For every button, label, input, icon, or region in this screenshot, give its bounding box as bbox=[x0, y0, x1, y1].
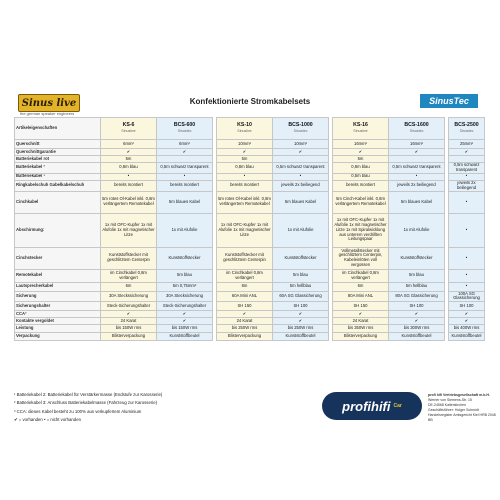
table-cell: SH 150 bbox=[333, 302, 389, 311]
table-cell: • bbox=[389, 173, 445, 180]
table-cell: Kunststoffstecker bbox=[273, 247, 329, 269]
table-cell: Blisterverpackung bbox=[333, 333, 389, 341]
table-cell: 5m bbox=[333, 156, 389, 163]
table-row bbox=[15, 163, 485, 174]
product-brand: Sinuslive bbox=[121, 129, 136, 134]
table-cell: 1x mit OFC-Kupfer 1x mit Alufolie 1x mit magnetischer Litze bbox=[217, 213, 273, 247]
table-cell: 5m hellblau bbox=[389, 282, 445, 291]
table-row bbox=[15, 333, 485, 341]
table-cell: 5m rotes Ol-Kabel inkl. 0,8m verlängertem Remotekabel bbox=[101, 191, 157, 213]
table-cell: 16mm² bbox=[333, 140, 389, 149]
table-cell: 1x mit OFC-Kupfer 1x mit Alufolie 1x mit magnetischer Litze 1x mit Spiralwicklung aus unterem verdrillten Leitungspaar bbox=[333, 213, 389, 247]
table-cell: 1x mit Alufolie bbox=[273, 213, 329, 247]
product-brand: Sinustec bbox=[177, 129, 192, 134]
table-cell: Kunststoffbeutel bbox=[449, 333, 485, 341]
row-label: Sicherungshalter bbox=[15, 302, 101, 311]
table-cell: 0,5m schwarz transparent bbox=[157, 163, 213, 174]
product-name: KS-16 bbox=[353, 122, 368, 129]
table-cell: ✔ bbox=[273, 311, 329, 318]
product-name: BCS-2500 bbox=[454, 122, 479, 129]
table-cell: Kunststoffbeutel bbox=[157, 333, 213, 341]
table-cell: SH 100 bbox=[449, 302, 485, 311]
product-header bbox=[157, 118, 213, 140]
table-cell: Kunststoffbeutel bbox=[389, 333, 445, 341]
footnote: ² Batteriekabel 3: Anschluss Batteriekabelmasse (Fahrzeug zur Karosserie) bbox=[14, 400, 158, 406]
row-label: Batteriekabel ³ bbox=[15, 173, 101, 180]
table-cell: • bbox=[449, 269, 485, 282]
table-row bbox=[15, 318, 485, 325]
table-cell: 1x mit Alufolie bbox=[157, 213, 213, 247]
table-cell: ✔ bbox=[449, 311, 485, 318]
table-cell: bis 250W rms bbox=[273, 325, 329, 333]
table-row bbox=[15, 180, 485, 191]
table-cell: 5m bbox=[217, 156, 273, 163]
table-cell: 5m blau bbox=[157, 269, 213, 282]
product-name: BCS-1600 bbox=[404, 122, 429, 129]
table-cell: 0,5m blau bbox=[333, 173, 389, 180]
product-name: BCS-1000 bbox=[288, 122, 313, 129]
table-cell: 0,8m blau bbox=[333, 163, 389, 174]
table-cell: Steck-Sicherungshalter bbox=[157, 302, 213, 311]
table-cell: bis 150W rms bbox=[101, 325, 157, 333]
table-cell: im Cinchkabel 0,8m verlängert bbox=[101, 269, 157, 282]
row-label: Leistung bbox=[15, 325, 101, 333]
table-cell: bis 300W rms bbox=[389, 325, 445, 333]
table-cell: 24 Karat bbox=[217, 318, 273, 325]
table-cell: 5m Cinch-Kabel inkl. 0,8m verlängertem Remotekabel bbox=[333, 191, 389, 213]
row-label: Batteriekabel ² bbox=[15, 163, 101, 174]
table-cell: • bbox=[157, 173, 213, 180]
table-cell: 6m bbox=[333, 282, 389, 291]
table-cell: ✔ bbox=[333, 149, 389, 156]
table-cell: ✔ bbox=[389, 318, 445, 325]
row-label: Cinchkabel bbox=[15, 191, 101, 213]
profihifi-logo-text: profihifi bbox=[342, 398, 391, 414]
table-cell: ✔ bbox=[157, 318, 213, 325]
table-cell: ✔ bbox=[217, 311, 273, 318]
table-cell: ✔ bbox=[389, 149, 445, 156]
product-name: KS-10 bbox=[237, 122, 252, 129]
table-cell: 5m blau bbox=[389, 269, 445, 282]
table-cell: SH 150 bbox=[217, 302, 273, 311]
table-cell: bis 250W rms bbox=[217, 325, 273, 333]
company-line: Werner von Siemens-Str. 15 bbox=[428, 398, 472, 402]
table-cell: 5m rotes Ol-Kabel inkl. 0,8m verlängertem Remotekabel bbox=[217, 191, 273, 213]
table-cell: 5m blaues Kabel bbox=[273, 191, 329, 213]
table-cell: ✔ bbox=[157, 311, 213, 318]
table-cell: bereits montiert bbox=[101, 180, 157, 191]
row-label: Sicherung bbox=[15, 291, 101, 302]
table-cell: 5m blaues Kabel bbox=[157, 191, 213, 213]
table-cell: ✔ bbox=[101, 311, 157, 318]
product-header bbox=[389, 118, 445, 140]
row-label: Querschnittgarantie bbox=[15, 149, 101, 156]
table-cell: 24 Karat bbox=[333, 318, 389, 325]
table-cell: ✔ bbox=[101, 149, 157, 156]
profihifi-logo bbox=[322, 392, 422, 420]
footnote: ¹ Batteriekabel 2: Batteriekabel für Verstärkermasse (Endstufe zur Karosserie) bbox=[14, 392, 163, 397]
table-cell: Kunststoffstecker bbox=[389, 247, 445, 269]
table-cell: bis 150W rms bbox=[157, 325, 213, 333]
table-cell: 10mm² bbox=[273, 140, 329, 149]
product-brand: Sinustec bbox=[409, 129, 424, 134]
company-line: Handelsregister Amtsgericht Kiel HRB 2048 BB bbox=[428, 413, 496, 422]
row-label: Ringkabelschuh Gabelkabelschuh bbox=[15, 180, 101, 191]
row-label: CCA² bbox=[15, 311, 101, 318]
company-address bbox=[428, 393, 500, 423]
table-row bbox=[15, 213, 485, 247]
row-label: Lautsprecherkabel bbox=[15, 282, 101, 291]
table-row bbox=[15, 291, 485, 302]
table-cell: bereits montiert bbox=[333, 180, 389, 191]
table-cell: Kunststoffbeutel bbox=[273, 333, 329, 341]
table-cell: 30A Stecksicherung bbox=[157, 291, 213, 302]
table-cell: 60A Mini ANL bbox=[217, 291, 273, 302]
product-header bbox=[333, 118, 389, 140]
product-name: KS-6 bbox=[122, 122, 135, 129]
product-brand: Sinustec bbox=[293, 129, 308, 134]
table-cell: ✔ bbox=[273, 149, 329, 156]
company-line: DE-24568 Kaltenkirchen bbox=[428, 403, 466, 407]
table-cell: Blisterverpackung bbox=[217, 333, 273, 341]
table-cell: 10mm² bbox=[217, 140, 273, 149]
table-header-label: Artikeleigenschaften bbox=[15, 118, 101, 140]
sinustec-logo: SinusTec bbox=[420, 94, 478, 108]
table-cell: ✔ bbox=[273, 318, 329, 325]
footnote: ³ CCA: dieses Kabel besteht zu 100% aus verkupfertem Aluminium bbox=[14, 408, 142, 414]
table-cell: ✔ bbox=[217, 149, 273, 156]
table-cell: 5m 0,75mm² bbox=[157, 282, 213, 291]
table-row bbox=[15, 156, 485, 163]
table-cell: SH 100 bbox=[273, 302, 329, 311]
table-cell: 60A SG Glassicherung bbox=[273, 291, 329, 302]
row-label: Abschirmung: bbox=[15, 213, 101, 247]
table-cell: 0,8m blau bbox=[217, 163, 273, 174]
footnotes bbox=[14, 391, 162, 424]
table-cell: • bbox=[449, 282, 485, 291]
product-brand: Sinustec bbox=[459, 129, 474, 134]
table-cell: Blisterverpackung bbox=[101, 333, 157, 341]
table-cell: ✔ bbox=[449, 149, 485, 156]
table-cell: 80A Mini ANL bbox=[333, 291, 389, 302]
table-cell: • bbox=[101, 173, 157, 180]
table-cell: 6mm² bbox=[101, 140, 157, 149]
table-cell: jeweils 2x beiliegend bbox=[449, 180, 485, 191]
table-cell: 5m blaues Kabel bbox=[389, 191, 445, 213]
table-row bbox=[15, 140, 485, 149]
table-cell: 6m bbox=[101, 282, 157, 291]
table-cell: Kunststoffstecker bbox=[157, 247, 213, 269]
row-label: Remotekabel bbox=[15, 269, 101, 282]
table-cell: Steck-Sicherungshalter bbox=[101, 302, 157, 311]
table-cell: bis 400W rms bbox=[449, 325, 485, 333]
table-cell: 25mm² bbox=[449, 140, 485, 149]
table-cell: jeweils 2x beiliegend bbox=[389, 180, 445, 191]
table-cell: Vollmetallstecker mit geschlitztem Centerpin, Kabeleinlöten voll vergossen bbox=[333, 247, 389, 269]
table-cell bbox=[157, 156, 213, 163]
legend-line: ✔ = vorhanden • = nicht vorhanden bbox=[14, 416, 81, 422]
table-row bbox=[15, 191, 485, 213]
table-cell: 100A SG Glassicherung bbox=[449, 291, 485, 302]
table-cell: 5m blau bbox=[273, 269, 329, 282]
table-cell: SH 100 bbox=[389, 302, 445, 311]
table-cell: bis 350W rms bbox=[333, 325, 389, 333]
product-comparison-table bbox=[14, 117, 485, 341]
table-cell: 0,8m blau bbox=[101, 163, 157, 174]
table-cell: 0,5m schwarz transparent bbox=[449, 163, 485, 174]
table-cell: ✔ bbox=[157, 149, 213, 156]
table-cell: ✔ bbox=[389, 311, 445, 318]
table-row bbox=[15, 149, 485, 156]
table-row bbox=[15, 282, 485, 291]
row-label: Verpackung bbox=[15, 333, 101, 341]
row-label: Querschnitt bbox=[15, 140, 101, 149]
product-brand: Sinuslive bbox=[353, 129, 368, 134]
table-cell: 1x mit OFC-Kupfer 1x mit Alufolie 1x mit magnetischer Litze bbox=[101, 213, 157, 247]
table-cell: • bbox=[449, 213, 485, 247]
company-line: Geschäftsführer: Holger Schmidt bbox=[428, 408, 479, 412]
product-brand: Sinuslive bbox=[237, 129, 252, 134]
company-name: profi hifi Vertriebsgesellschaft m.b.H. bbox=[428, 393, 490, 397]
table-cell: jeweils 2x beiliegend bbox=[273, 180, 329, 191]
sinuslive-logo: Sinus live bbox=[18, 94, 80, 112]
table-cell: 1x mit Alufolie bbox=[389, 213, 445, 247]
product-header bbox=[273, 118, 329, 140]
row-label: Cinchstecker bbox=[15, 247, 101, 269]
table-cell bbox=[273, 156, 329, 163]
product-header bbox=[217, 118, 273, 140]
product-header bbox=[101, 118, 157, 140]
table-cell: 30A Steckssicherung bbox=[101, 291, 157, 302]
table-row bbox=[15, 173, 485, 180]
product-header bbox=[449, 118, 485, 140]
table-cell: Kunststoffstecker mit geschlitztem Centerpin bbox=[101, 247, 157, 269]
profihifi-logo-tag: Car bbox=[393, 403, 402, 409]
table-cell: • bbox=[273, 173, 329, 180]
table-row bbox=[15, 325, 485, 333]
table-cell bbox=[389, 156, 445, 163]
table-cell: bereits montiert bbox=[217, 180, 273, 191]
table-row bbox=[15, 269, 485, 282]
table-cell: 0,5m schwarz transparent bbox=[389, 163, 445, 174]
table-cell: ✔ bbox=[333, 311, 389, 318]
table-cell: 6mm² bbox=[157, 140, 213, 149]
page-title: Konfektionierte Stromkabelsets bbox=[189, 97, 311, 106]
table-cell: 5m bbox=[101, 156, 157, 163]
table-row bbox=[15, 247, 485, 269]
table-cell: im Cinchkabel 0,8m verlängert bbox=[333, 269, 389, 282]
table-cell: Kunststoffstecker mit geschlitztem Centerpin bbox=[217, 247, 273, 269]
table-cell: 6m bbox=[217, 282, 273, 291]
table-cell: ✔ bbox=[449, 318, 485, 325]
table-cell bbox=[449, 156, 485, 163]
table-cell: 5m hellblau bbox=[273, 282, 329, 291]
table-cell: 16mm² bbox=[389, 140, 445, 149]
product-name: BCS-600 bbox=[173, 122, 196, 129]
table-cell: im Cinchkabel 0,8m verlängert bbox=[217, 269, 273, 282]
row-label: Batteriekabel rot bbox=[15, 156, 101, 163]
table-cell: 24 Karat bbox=[101, 318, 157, 325]
table-cell: 80A SG Glassicherung bbox=[389, 291, 445, 302]
table-cell: • bbox=[449, 191, 485, 213]
row-label: Kontakte vergoldet bbox=[15, 318, 101, 325]
sinuslive-tagline: the german speaker engineers bbox=[20, 111, 75, 116]
table-cell: 0,5m schwarz transparent bbox=[273, 163, 329, 174]
table-cell: • bbox=[217, 173, 273, 180]
table-row bbox=[15, 311, 485, 318]
table-cell: • bbox=[449, 173, 485, 180]
table-cell: bereits montiert bbox=[157, 180, 213, 191]
table-row bbox=[15, 302, 485, 311]
table-cell: • bbox=[449, 247, 485, 269]
